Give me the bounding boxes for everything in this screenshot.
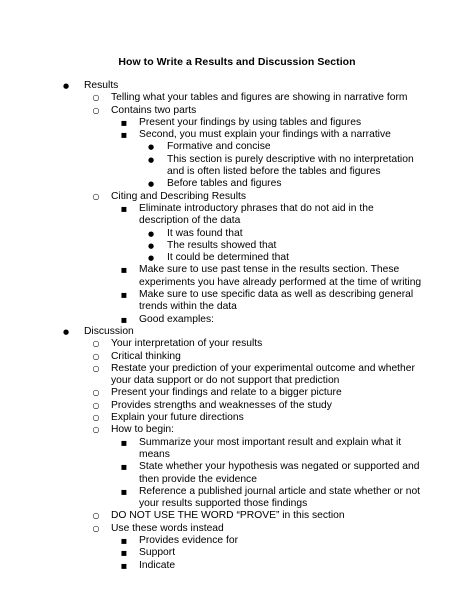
outline-item-level-3 bbox=[0, 154, 474, 179]
filled-circle-bullet-icon: ● bbox=[147, 143, 155, 152]
outline-item-level-1 bbox=[0, 351, 474, 363]
filled-circle-bullet-icon: ● bbox=[62, 82, 70, 90]
outline-item-level-2 bbox=[0, 486, 474, 511]
outline-item-level-2 bbox=[0, 314, 474, 326]
outline-item-level-2 bbox=[0, 129, 474, 141]
hollow-circle-bullet-icon: ○ bbox=[92, 363, 100, 373]
outline-item-text: The results showed that bbox=[167, 239, 277, 251]
hollow-circle-bullet-icon: ○ bbox=[92, 105, 100, 115]
outline-item-level-2 bbox=[0, 535, 474, 547]
outline-item-level-2 bbox=[0, 117, 474, 129]
outline-item-text: Telling what your tables and figures are showing in narrative form bbox=[111, 92, 408, 104]
outline-item-text: Results bbox=[84, 80, 119, 91]
outline-item-level-0 bbox=[0, 80, 474, 92]
outline-item-level-1 bbox=[0, 363, 474, 388]
outline-item-level-3 bbox=[0, 141, 474, 153]
outline-item-text: Indicate bbox=[139, 559, 176, 571]
filled-circle-bullet-icon: ● bbox=[147, 155, 155, 164]
square-bullet-icon: ■ bbox=[120, 315, 128, 324]
outline-item-level-2 bbox=[0, 203, 474, 228]
outline-item-level-2 bbox=[0, 264, 474, 289]
outline-item-text: Support bbox=[139, 547, 176, 559]
outline-item-level-1 bbox=[0, 92, 474, 104]
outline-item-text: Contains two parts bbox=[111, 104, 197, 116]
outline-item-text: Present your findings and relate to a bigger picture bbox=[111, 387, 342, 399]
hollow-circle-bullet-icon: ○ bbox=[92, 400, 100, 410]
outline-item-text: How to begin: bbox=[111, 424, 174, 436]
square-bullet-icon: ■ bbox=[120, 487, 128, 496]
filled-circle-bullet-icon: ● bbox=[147, 254, 155, 263]
outline-item-text: Second, you must explain your findings with a narrative bbox=[139, 129, 391, 141]
outline-item-level-1 bbox=[0, 387, 474, 399]
outline-item-text: Summarize your most important result and explain what it means bbox=[139, 436, 402, 460]
outline-item-level-1 bbox=[0, 105, 474, 117]
outline-item-text: Make sure to use past tense in the results section. These experiments you have already performed at the time of writing bbox=[139, 264, 422, 288]
outline-item-level-2 bbox=[0, 461, 474, 486]
hollow-circle-bullet-icon: ○ bbox=[92, 191, 100, 201]
outline-item-text: Present your findings by using tables and figures bbox=[139, 116, 362, 128]
outline-item-text: It could be determined that bbox=[167, 252, 289, 264]
square-bullet-icon: ■ bbox=[120, 266, 128, 275]
outline-item-text: Discussion bbox=[84, 325, 134, 337]
outline-item-level-3 bbox=[0, 240, 474, 252]
outline-item-level-1 bbox=[0, 424, 474, 436]
outline-item-text: Formative and concise bbox=[167, 141, 271, 153]
filled-circle-bullet-icon: ● bbox=[62, 327, 70, 336]
hollow-circle-bullet-icon: ○ bbox=[92, 523, 100, 533]
hollow-circle-bullet-icon: ○ bbox=[92, 511, 100, 521]
outline-item-text: Citing and Describing Results bbox=[111, 190, 247, 202]
outline-item-level-0 bbox=[0, 326, 474, 338]
outline-item-level-1 bbox=[0, 510, 474, 522]
filled-circle-bullet-icon: ● bbox=[147, 180, 155, 189]
outline-item-text: Provides strengths and weaknesses of the study bbox=[111, 399, 332, 411]
outline-item-level-2 bbox=[0, 437, 474, 462]
outline-item-level-1 bbox=[0, 338, 474, 350]
outline-item-text: Before tables and figures bbox=[167, 178, 282, 190]
outline-item-text: Make sure to use specific data as well as describing general trends within the data bbox=[139, 289, 414, 313]
filled-circle-bullet-icon: ● bbox=[147, 241, 155, 250]
square-bullet-icon: ■ bbox=[120, 463, 128, 472]
outline-item-text: Critical thinking bbox=[111, 350, 181, 362]
square-bullet-icon: ■ bbox=[120, 204, 128, 213]
outline-item-text: This section is purely descriptive with no interpretation and is often listed before the tables and figures bbox=[167, 153, 414, 178]
square-bullet-icon: ■ bbox=[120, 561, 128, 570]
outline-item-text: Use these words instead bbox=[111, 522, 224, 534]
hollow-circle-bullet-icon: ○ bbox=[92, 388, 100, 398]
outline-item-level-3 bbox=[0, 178, 474, 190]
hollow-circle-bullet-icon: ○ bbox=[92, 425, 100, 435]
outline-item-level-1 bbox=[0, 400, 474, 412]
filled-circle-bullet-icon: ● bbox=[147, 229, 155, 238]
hollow-circle-bullet-icon: ○ bbox=[92, 413, 100, 423]
outline-item-level-3 bbox=[0, 252, 474, 264]
outline-item-level-2 bbox=[0, 289, 474, 314]
square-bullet-icon: ■ bbox=[120, 118, 128, 127]
hollow-circle-bullet-icon: ○ bbox=[92, 93, 100, 103]
outline-item-text: Provides evidence for bbox=[139, 534, 239, 546]
outline-list bbox=[0, 80, 474, 572]
outline-item-text: Restate your prediction of your experimental outcome and whether your data support or do not support that prediction bbox=[111, 362, 415, 387]
outline-item-level-1 bbox=[0, 191, 474, 203]
outline-item-level-2 bbox=[0, 547, 474, 559]
outline-item-text: Reference a published journal article and state whether or not your results supported those findings bbox=[139, 485, 421, 510]
outline-item-text: Explain your future directions bbox=[111, 412, 244, 424]
outline-item-text: Eliminate introductory phrases that do not aid in the description of the data bbox=[139, 202, 374, 227]
outline-item-level-3 bbox=[0, 228, 474, 240]
square-bullet-icon: ■ bbox=[120, 536, 128, 545]
page-title: How to Write a Results and Discussion Section bbox=[118, 56, 356, 68]
hollow-circle-bullet-icon: ○ bbox=[92, 339, 100, 349]
outline-item-text: It was found that bbox=[167, 227, 243, 239]
outline-item-text: Your interpretation of your results bbox=[111, 338, 263, 350]
outline-item-text: State whether your hypothesis was negated or supported and then provide the evidence bbox=[139, 461, 420, 485]
square-bullet-icon: ■ bbox=[120, 549, 128, 558]
outline-item-text: DO NOT USE THE WORD “PROVE” in this section bbox=[111, 510, 345, 522]
square-bullet-icon: ■ bbox=[120, 438, 128, 447]
square-bullet-icon: ■ bbox=[120, 131, 128, 140]
outline-item-text: Good examples: bbox=[139, 313, 214, 325]
outline-item-level-2 bbox=[0, 560, 474, 572]
hollow-circle-bullet-icon: ○ bbox=[92, 351, 100, 361]
outline-item-level-1 bbox=[0, 412, 474, 424]
outline-item-level-1 bbox=[0, 523, 474, 535]
square-bullet-icon: ■ bbox=[120, 291, 128, 300]
